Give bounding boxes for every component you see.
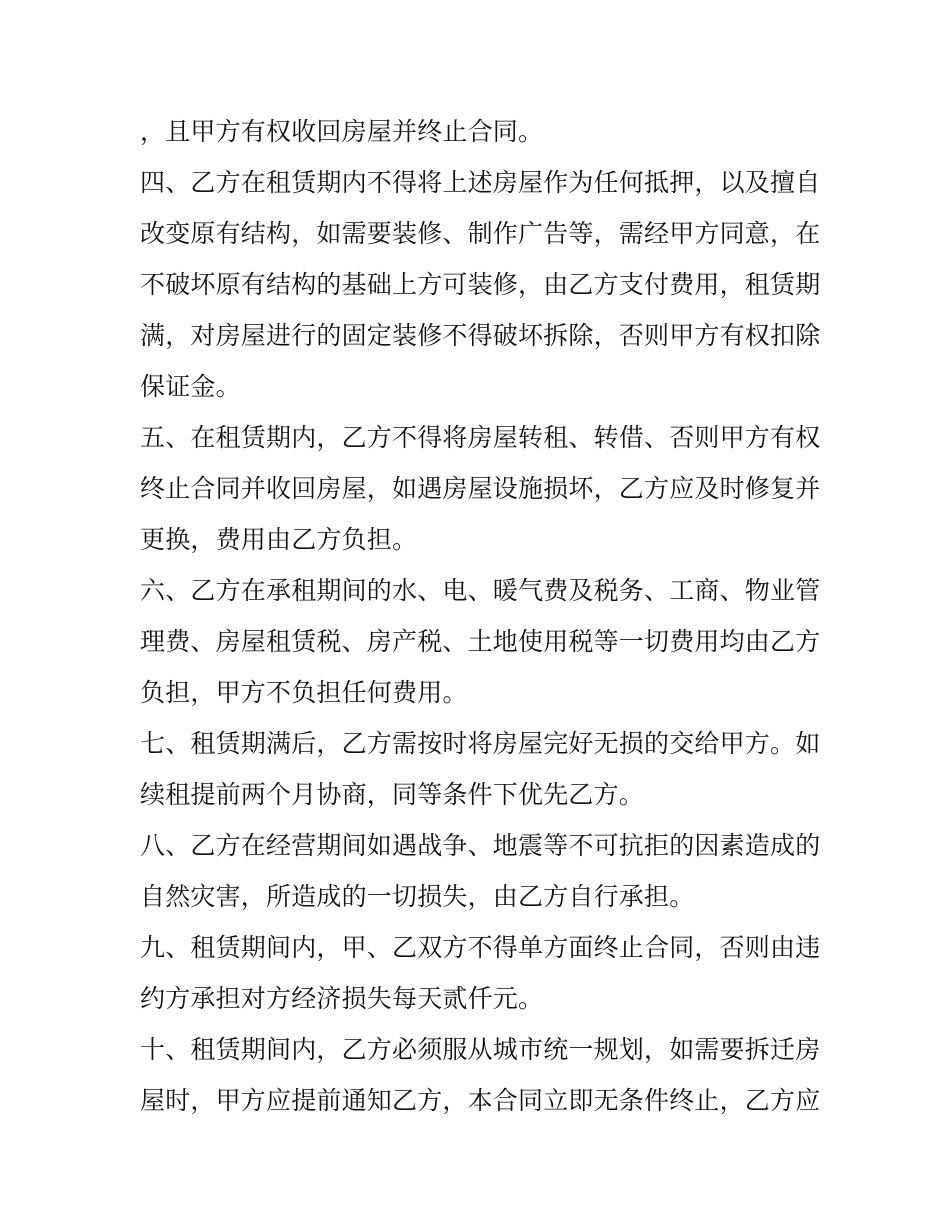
text-line: 六、乙方在承租期间的水、电、暖气费及税务、工商、物业管 bbox=[140, 576, 820, 605]
contract-text-body bbox=[140, 106, 820, 1126]
text-line: 自然灾害，所造成的一切损失，由乙方自行承担。 bbox=[140, 882, 695, 911]
text-line: 屋时，甲方应提前通知乙方，本合同立即无条件终止，乙方应 bbox=[140, 1086, 820, 1115]
text-line: 八、乙方在经营期间如遇战争、地震等不可抗拒的因素造成的 bbox=[140, 831, 820, 860]
text-line: 续租提前两个月协商，同等条件下优先乙方。 bbox=[140, 780, 645, 809]
text-line: 保证金。 bbox=[140, 372, 241, 401]
text-line: 七、租赁期满后，乙方需按时将房屋完好无损的交给甲方。如 bbox=[140, 729, 820, 758]
text-line: 改变原有结构，如需要装修、制作广告等，需经甲方同意，在 bbox=[140, 219, 820, 248]
text-line: 不破坏原有结构的基础上方可装修，由乙方支付费用，租赁期 bbox=[140, 270, 820, 299]
text-line: 九、租赁期间内，甲、乙双方不得单方面终止合同，否则由违 bbox=[140, 933, 820, 962]
text-line: 五、在租赁期内，乙方不得将房屋转租、转借、否则甲方有权 bbox=[140, 423, 820, 452]
text-line: 四、乙方在租赁期内不得将上述房屋作为任何抵押，以及擅自 bbox=[140, 168, 820, 197]
text-line: ，且甲方有权收回房屋并终止合同。 bbox=[140, 117, 544, 146]
text-line: 终止合同并收回房屋，如遇房屋设施损坏，乙方应及时修复并 bbox=[140, 474, 820, 503]
text-line: 更换，费用由乙方负担。 bbox=[140, 525, 418, 554]
text-line: 理费、房屋租赁税、房产税、土地使用税等一切费用均由乙方 bbox=[140, 627, 820, 656]
text-line: 负担，甲方不负担任何费用。 bbox=[140, 678, 468, 707]
text-line: 十、租赁期间内，乙方必须服从城市统一规划，如需要拆迁房 bbox=[140, 1035, 820, 1064]
text-line: 满，对房屋进行的固定装修不得破坏拆除，否则甲方有权扣除 bbox=[140, 321, 820, 350]
text-line: 约方承担对方经济损失每天贰仟元。 bbox=[140, 984, 544, 1013]
